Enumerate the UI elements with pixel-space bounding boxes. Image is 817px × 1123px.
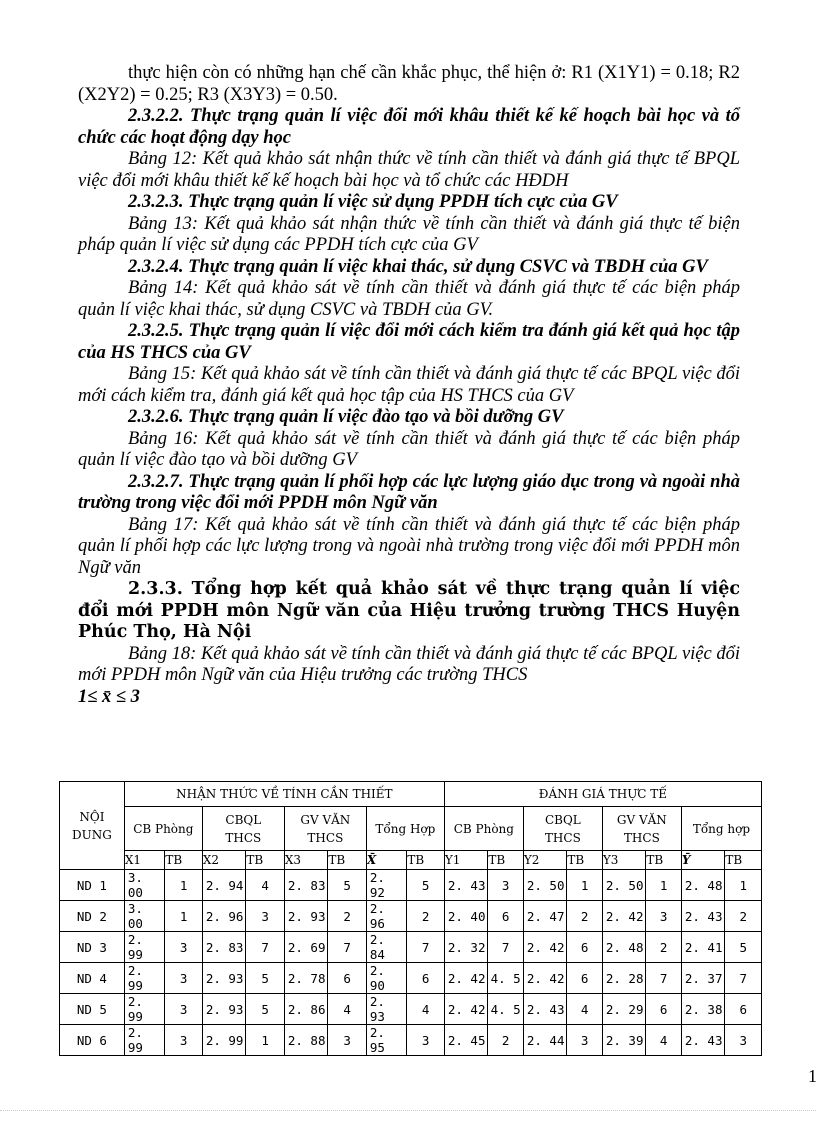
table-cell: 1: [165, 870, 202, 901]
table-cell: 7: [488, 932, 523, 963]
subcolumn-header: TB: [246, 851, 284, 870]
table-cell: 3. 00: [124, 901, 165, 932]
table-cell: 2. 83: [284, 870, 328, 901]
row-label: ND 5: [60, 994, 125, 1025]
table-row: [60, 901, 762, 932]
table-cell: 2. 78: [284, 963, 328, 994]
table-cell: 2. 94: [202, 870, 246, 901]
row-label: ND 2: [60, 901, 125, 932]
table-cell: 4: [246, 870, 284, 901]
table-cell: 7: [328, 932, 366, 963]
subcolumn-header: TB: [165, 851, 202, 870]
table-caption: Bảng 18: Kết quả khảo sát về tính cần thiết và đánh giá thực tế các BPQL việc đổi mới PPDH môn Ngữ văn của Hiệu trưởng các trường THCS: [78, 643, 740, 685]
table-cell: 2. 42: [523, 932, 567, 963]
table-cell: 2. 93: [366, 994, 407, 1025]
table-cell: 6: [646, 994, 681, 1025]
table-cell: 6: [488, 901, 523, 932]
table-cell: 4. 5: [488, 994, 523, 1025]
table-cell: 2. 43: [681, 1025, 725, 1056]
row-label: ND 3: [60, 932, 125, 963]
subgroup-header: CB Phòng: [444, 807, 523, 851]
subcolumn-header: TB: [725, 851, 762, 870]
table-cell: 1: [646, 870, 681, 901]
subgroup-header: GV VĂN THCS: [602, 807, 681, 851]
subcolumn-header: X3: [284, 851, 328, 870]
table-cell: 2. 43: [523, 994, 567, 1025]
table-cell: 2. 99: [124, 1025, 165, 1056]
table-cell: 5: [725, 932, 762, 963]
section-heading: 2.3.2.6. Thực trạng quản lí việc đào tạo và bồi dưỡng GV: [128, 407, 564, 427]
table-caption: Bảng 15: Kết quả khảo sát về tính cần thiết và đánh giá thực tế các BPQL việc đổi mới cách kiểm tra, đánh giá kết quả học tập của HS THCS của GV: [78, 364, 740, 406]
table-caption: Bảng 17: Kết quả khảo sát về tính cần thiết và đánh giá thực tế các biện pháp quản lí phối hợp các lực lượng trong và ngoài nhà trường trong việc đổi mới PPDH môn Ngữ văn: [78, 514, 740, 578]
section-heading: 2.3.2.4. Thực trạng quản lí việc khai thác, sử dụng CSVC và TBDH của GV: [128, 256, 708, 277]
table-cell: 2. 99: [124, 932, 165, 963]
table-cell: 2. 96: [202, 901, 246, 932]
table-cell: 2. 48: [602, 932, 646, 963]
table-cell: 3: [567, 1025, 602, 1056]
section-heading: 2.3.2.7. Thực trạng quản lí phối hợp các lực lượng giáo dục trong và ngoài nhà trường trong việc đổi mới PPDH môn Ngữ văn: [78, 471, 740, 513]
section-heading: 2.3.3. Tổng hợp kết quả khảo sát về thực trạng quản lí việc đổi mới PPDH môn Ngữ văn của Hiệu trưởng trường THCS Huyện Phúc Thọ, Hà Nội: [78, 579, 740, 642]
table-cell: 3. 00: [124, 870, 165, 901]
table-cell: 2. 41: [681, 932, 725, 963]
subcolumn-header: TB: [567, 851, 602, 870]
table-cell: 2: [725, 901, 762, 932]
subcolumn-header: TB: [488, 851, 523, 870]
table-cell: 2. 50: [523, 870, 567, 901]
section-heading: 2.3.2.5. Thực trạng quản lí việc đổi mới cách kiểm tra đánh giá kết quả học tập của HS THCS của GV: [78, 321, 740, 363]
row-label: ND 6: [60, 1025, 125, 1056]
range-note: 1≤ x̄ ≤ 3: [78, 686, 140, 707]
body-paragraph: thực hiện còn có những hạn chế cần khắc phục, thể hiện ở: R1 (X1Y1) = 0.18; R2 (X2Y2) = 0.25; R3 (X3Y3) = 0.50.: [78, 63, 740, 105]
table-caption: Bảng 14: Kết quả khảo sát về tính cần thiết và đánh giá thực tế các biện pháp quản lí việc khai thác, sử dụng CSVC và TBDH của GV.: [78, 278, 740, 320]
table-cell: 2. 69: [284, 932, 328, 963]
table-cell: 5: [328, 870, 366, 901]
subcolumn-header: TB: [646, 851, 681, 870]
table-cell: 1: [725, 870, 762, 901]
table-cell: 2. 38: [681, 994, 725, 1025]
table-cell: 7: [725, 963, 762, 994]
table-cell: 6: [567, 932, 602, 963]
table-cell: 5: [407, 870, 444, 901]
table-cell: 1: [246, 1025, 284, 1056]
subgroup-header: CBQL THCS: [523, 807, 602, 851]
table-cell: 2. 47: [523, 901, 567, 932]
subcolumn-header: X2: [202, 851, 246, 870]
table-cell: 2. 28: [602, 963, 646, 994]
table-cell: 2. 83: [202, 932, 246, 963]
table-cell: 2. 84: [366, 932, 407, 963]
subcolumn-header: TB: [328, 851, 366, 870]
table-cell: 2. 90: [366, 963, 407, 994]
section-heading: 2.3.2.3. Thực trạng quản lí việc sử dụng PPDH tích cực của GV: [128, 192, 618, 212]
table-cell: 2: [407, 901, 444, 932]
row-label: ND 4: [60, 963, 125, 994]
table-caption: Bảng 13: Kết quả khảo sát nhận thức về tính cần thiết và đánh giá thực tế biện pháp quản lí việc sử dụng các PPDH tích cực của GV: [78, 213, 740, 255]
table-cell: 5: [246, 963, 284, 994]
table-cell: 2. 43: [681, 901, 725, 932]
table-cell: 4: [328, 994, 366, 1025]
table-cell: 2. 45: [444, 1025, 488, 1056]
table-caption: Bảng 16: Kết quả khảo sát về tính cần thiết và đánh giá thực tế các biện pháp quản lí việc đào tạo và bồi dưỡng GV: [78, 428, 740, 470]
document-body: [78, 63, 740, 708]
table-caption: Bảng 12: Kết quả khảo sát nhận thức về tính cần thiết và đánh giá thực tế BPQL việc đổi mới khâu thiết kế kế hoạch bài học và tổ chức các HĐDH: [78, 149, 740, 191]
table-cell: 2. 42: [602, 901, 646, 932]
table-cell: 7: [246, 932, 284, 963]
header-danh-gia: ĐÁNH GIÁ THỰC TẾ: [444, 782, 761, 807]
table-cell: 2. 48: [681, 870, 725, 901]
table-cell: 2. 92: [366, 870, 407, 901]
table-cell: 7: [646, 963, 681, 994]
subcolumn-header: Y3: [602, 851, 646, 870]
subgroup-header: GV VĂN THCS: [284, 807, 366, 851]
table-cell: 3: [488, 870, 523, 901]
table-row: [60, 1025, 762, 1056]
table-row: [60, 870, 762, 901]
table-cell: 2. 95: [366, 1025, 407, 1056]
table-cell: 2. 99: [124, 994, 165, 1025]
table-corner-header: NỘI DUNG: [60, 782, 125, 870]
row-label: ND 1: [60, 870, 125, 901]
table-cell: 2. 96: [366, 901, 407, 932]
table-row: [60, 932, 762, 963]
table-cell: 2. 93: [284, 901, 328, 932]
table-row: [60, 963, 762, 994]
table-cell: 2. 42: [444, 994, 488, 1025]
subcolumn-header: X̄: [366, 851, 407, 870]
table-cell: 2. 50: [602, 870, 646, 901]
subgroup-header: Tổng Hợp: [366, 807, 444, 851]
page-number: 1: [808, 1066, 817, 1086]
subcolumn-header: Y1: [444, 851, 488, 870]
table-cell: 4: [407, 994, 444, 1025]
subgroup-header: CBQL THCS: [202, 807, 284, 851]
table-cell: 4: [567, 994, 602, 1025]
table-cell: 2. 40: [444, 901, 488, 932]
table-cell: 2. 88: [284, 1025, 328, 1056]
table-cell: 2. 93: [202, 994, 246, 1025]
page-bottom-divider: [0, 1110, 816, 1111]
subcolumn-header: Y2: [523, 851, 567, 870]
table-cell: 2. 39: [602, 1025, 646, 1056]
table-cell: 2. 42: [523, 963, 567, 994]
table-cell: 2: [567, 901, 602, 932]
table-row: [60, 994, 762, 1025]
table-cell: 1: [567, 870, 602, 901]
subgroup-header: CB Phòng: [124, 807, 202, 851]
table-cell: 6: [407, 963, 444, 994]
table-cell: 2. 44: [523, 1025, 567, 1056]
table-cell: 1: [165, 901, 202, 932]
table-cell: 3: [246, 901, 284, 932]
table-cell: 3: [165, 932, 202, 963]
table-cell: 3: [165, 963, 202, 994]
table-cell: 6: [725, 994, 762, 1025]
table-cell: 2: [488, 1025, 523, 1056]
survey-results-table: [59, 781, 762, 1056]
subcolumn-header: X1: [124, 851, 165, 870]
table-cell: 3: [165, 1025, 202, 1056]
subgroup-header: Tổng hợp: [681, 807, 761, 851]
table-cell: 2. 43: [444, 870, 488, 901]
table-cell: 2: [646, 932, 681, 963]
table-cell: 3: [407, 1025, 444, 1056]
table-cell: 2. 99: [124, 963, 165, 994]
table-cell: 3: [328, 1025, 366, 1056]
table-cell: 2. 93: [202, 963, 246, 994]
table-cell: 2. 37: [681, 963, 725, 994]
table-cell: 5: [246, 994, 284, 1025]
table-cell: 6: [567, 963, 602, 994]
table-cell: 3: [646, 901, 681, 932]
table-cell: 3: [165, 994, 202, 1025]
table-cell: 4: [646, 1025, 681, 1056]
subcolumn-header: TB: [407, 851, 444, 870]
table-cell: 7: [407, 932, 444, 963]
table-cell: 2. 29: [602, 994, 646, 1025]
table-cell: 2. 32: [444, 932, 488, 963]
table-cell: 6: [328, 963, 366, 994]
table-cell: 2. 99: [202, 1025, 246, 1056]
table-cell: 2. 86: [284, 994, 328, 1025]
table-cell: 3: [725, 1025, 762, 1056]
section-heading: 2.3.2.2. Thực trạng quản lí việc đổi mới khâu thiết kế kế hoạch bài học và tổ chức các hoạt động dạy học: [78, 106, 740, 148]
table-cell: 2. 42: [444, 963, 488, 994]
table-cell: 4. 5: [488, 963, 523, 994]
subcolumn-header: Ȳ: [681, 851, 725, 870]
header-nhan-thuc: NHẬN THỨC VỀ TÍNH CẦN THIẾT: [124, 782, 444, 807]
table-cell: 2: [328, 901, 366, 932]
